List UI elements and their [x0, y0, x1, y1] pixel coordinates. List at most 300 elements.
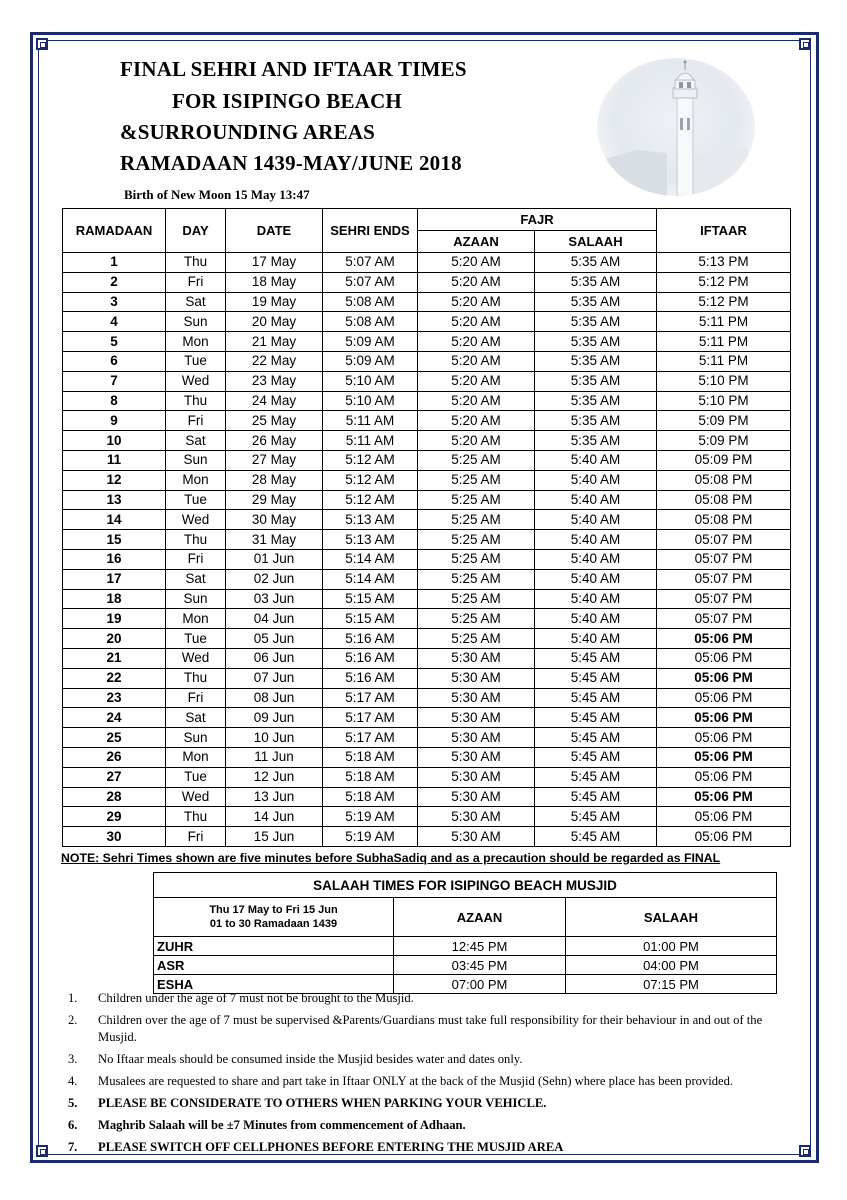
list-item [68, 1051, 788, 1068]
table-row [63, 747, 791, 767]
iftaar-cell: 05:07 PM [657, 569, 791, 589]
date-cell: 20 May [226, 312, 323, 332]
iftaar-cell: 5:13 PM [657, 253, 791, 273]
rule-number: 4. [68, 1074, 78, 1088]
fajr-salaah-cell: 5:40 AM [535, 569, 657, 589]
rule-text: No Iftaar meals should be consumed inside the Musjid besides water and dates only. [98, 1052, 523, 1066]
date-cell: 31 May [226, 530, 323, 550]
rule-number: 1. [68, 991, 78, 1005]
fajr-salaah-cell: 5:35 AM [535, 253, 657, 273]
sehri-cell: 5:13 AM [323, 510, 418, 530]
fajr-salaah-cell: 5:35 AM [535, 351, 657, 371]
date-cell: 28 May [226, 470, 323, 490]
list-item [68, 1117, 788, 1134]
fajr-azaan-cell: 5:25 AM [418, 510, 535, 530]
ramadaan-number: 13 [63, 490, 166, 510]
fajr-salaah-cell: 5:40 AM [535, 510, 657, 530]
corner-ornament-icon [799, 1145, 811, 1157]
sehri-cell: 5:12 AM [323, 470, 418, 490]
ramadaan-number: 9 [63, 411, 166, 431]
list-item [68, 1095, 788, 1112]
prayer-azaan: 03:45 PM [394, 956, 566, 975]
table-row [63, 728, 791, 748]
ramadaan-number: 10 [63, 431, 166, 451]
ramadaan-number: 28 [63, 787, 166, 807]
iftaar-cell: 05:06 PM [657, 827, 791, 847]
title-line-4: RAMADAAN 1439-MAY/JUNE 2018 [120, 151, 462, 175]
day-cell: Fri [166, 827, 226, 847]
fajr-azaan-cell: 5:25 AM [418, 530, 535, 550]
ramadaan-number: 3 [63, 292, 166, 312]
fajr-salaah-cell: 5:45 AM [535, 728, 657, 748]
prayer-name: ASR [154, 956, 394, 975]
list-item [68, 990, 788, 1007]
ramadaan-number: 12 [63, 470, 166, 490]
fajr-azaan-cell: 5:20 AM [418, 391, 535, 411]
ramadaan-number: 30 [63, 827, 166, 847]
fajr-salaah-cell: 5:40 AM [535, 589, 657, 609]
prayer-name: ZUHR [154, 937, 394, 956]
prayer-salaah: 01:00 PM [566, 937, 777, 956]
table-row [63, 668, 791, 688]
ramadaan-number: 14 [63, 510, 166, 530]
date-cell: 03 Jun [226, 589, 323, 609]
table-row [63, 510, 791, 530]
ramadaan-number: 20 [63, 629, 166, 649]
day-cell: Fri [166, 272, 226, 292]
sehri-cell: 5:07 AM [323, 272, 418, 292]
fajr-azaan-cell: 5:20 AM [418, 292, 535, 312]
corner-ornament-icon [36, 1145, 48, 1157]
ramadaan-number: 16 [63, 549, 166, 569]
ramadaan-number: 21 [63, 648, 166, 668]
day-cell: Fri [166, 411, 226, 431]
fajr-azaan-cell: 5:30 AM [418, 728, 535, 748]
ramadaan-number: 4 [63, 312, 166, 332]
table-row [63, 708, 791, 728]
fajr-azaan-cell: 5:20 AM [418, 351, 535, 371]
date-cell: 14 Jun [226, 807, 323, 827]
iftaar-cell: 5:12 PM [657, 272, 791, 292]
day-cell: Thu [166, 668, 226, 688]
sehri-cell: 5:10 AM [323, 371, 418, 391]
fajr-azaan-cell: 5:25 AM [418, 629, 535, 649]
fajr-salaah-cell: 5:45 AM [535, 708, 657, 728]
fajr-salaah-cell: 5:45 AM [535, 688, 657, 708]
day-cell: Tue [166, 629, 226, 649]
table-row [63, 648, 791, 668]
iftaar-cell: 05:06 PM [657, 807, 791, 827]
sehri-cell: 5:10 AM [323, 391, 418, 411]
fajr-azaan-cell: 5:25 AM [418, 569, 535, 589]
ramadaan-number: 8 [63, 391, 166, 411]
fajr-salaah-cell: 5:45 AM [535, 807, 657, 827]
iftaar-cell: 05:06 PM [657, 767, 791, 787]
ramadaan-number: 1 [63, 253, 166, 273]
ramadaan-number: 29 [63, 807, 166, 827]
new-moon-text: Birth of New Moon 15 May 13:47 [124, 187, 310, 202]
ramadaan-number: 11 [63, 450, 166, 470]
fajr-azaan-cell: 5:25 AM [418, 589, 535, 609]
day-cell: Tue [166, 767, 226, 787]
ramadaan-number: 27 [63, 767, 166, 787]
iftaar-cell: 05:08 PM [657, 510, 791, 530]
date-cell: 02 Jun [226, 569, 323, 589]
corner-ornament-icon [36, 38, 48, 50]
table-row [63, 569, 791, 589]
salaah-table-caption: SALAAH TIMES FOR ISIPINGO BEACH MUSJID [154, 873, 777, 898]
ramadaan-number: 17 [63, 569, 166, 589]
fajr-azaan-cell: 5:30 AM [418, 708, 535, 728]
sehri-note: NOTE: Sehri Times shown are five minutes before SubhaSadiq and as a precaution should be regarded as FINAL [61, 851, 721, 865]
fajr-azaan-cell: 5:25 AM [418, 450, 535, 470]
rule-number: 3. [68, 1052, 78, 1066]
sehri-cell: 5:12 AM [323, 490, 418, 510]
fajr-salaah-cell: 5:35 AM [535, 431, 657, 451]
day-cell: Wed [166, 787, 226, 807]
table-row [63, 371, 791, 391]
day-cell: Sun [166, 589, 226, 609]
day-cell: Sat [166, 569, 226, 589]
sehri-cell: 5:09 AM [323, 332, 418, 352]
fajr-azaan-cell: 5:30 AM [418, 807, 535, 827]
day-cell: Sat [166, 431, 226, 451]
fajr-azaan-cell: 5:30 AM [418, 668, 535, 688]
ramadaan-number: 5 [63, 332, 166, 352]
corner-ornament-icon [799, 38, 811, 50]
ramadaan-number: 15 [63, 530, 166, 550]
date-cell: 08 Jun [226, 688, 323, 708]
date-cell: 18 May [226, 272, 323, 292]
prayer-salaah: 04:00 PM [566, 956, 777, 975]
fajr-salaah-cell: 5:35 AM [535, 411, 657, 431]
ramadaan-number: 6 [63, 351, 166, 371]
date-cell: 07 Jun [226, 668, 323, 688]
fajr-salaah-cell: 5:35 AM [535, 292, 657, 312]
table-row [63, 490, 791, 510]
table-row [63, 272, 791, 292]
table-row [63, 807, 791, 827]
ramadaan-number: 25 [63, 728, 166, 748]
header-date: DATE [226, 209, 323, 253]
iftaar-cell: 5:09 PM [657, 431, 791, 451]
date-cell: 21 May [226, 332, 323, 352]
fajr-salaah-cell: 5:45 AM [535, 648, 657, 668]
table-row [154, 937, 777, 956]
sehri-cell: 5:18 AM [323, 747, 418, 767]
date-cell: 10 Jun [226, 728, 323, 748]
ramadaan-number: 22 [63, 668, 166, 688]
day-cell: Tue [166, 490, 226, 510]
sehri-cell: 5:19 AM [323, 807, 418, 827]
header-sehri-ends: SEHRI ENDS [323, 209, 418, 253]
fajr-salaah-cell: 5:35 AM [535, 272, 657, 292]
sehri-cell: 5:17 AM [323, 728, 418, 748]
salaah-header-azaan: AZAAN [394, 898, 566, 937]
title-line-1: FINAL SEHRI AND IFTAAR TIMES [120, 57, 467, 81]
day-cell: Wed [166, 510, 226, 530]
prayer-salaah: 07:15 PM [566, 975, 777, 994]
ramadaan-number: 18 [63, 589, 166, 609]
list-item [68, 1012, 788, 1046]
iftaar-cell: 05:09 PM [657, 450, 791, 470]
fajr-azaan-cell: 5:20 AM [418, 371, 535, 391]
sehri-cell: 5:14 AM [323, 569, 418, 589]
day-cell: Sat [166, 292, 226, 312]
sehri-cell: 5:14 AM [323, 549, 418, 569]
fajr-salaah-cell: 5:40 AM [535, 609, 657, 629]
fajr-azaan-cell: 5:25 AM [418, 490, 535, 510]
salaah-header-salaah: SALAAH [566, 898, 777, 937]
minaret-photo-icon [597, 58, 755, 196]
iftaar-cell: 05:07 PM [657, 549, 791, 569]
sehri-cell: 5:13 AM [323, 530, 418, 550]
table-row [63, 312, 791, 332]
fajr-azaan-cell: 5:25 AM [418, 549, 535, 569]
table-row [154, 956, 777, 975]
day-cell: Sun [166, 312, 226, 332]
sehri-cell: 5:17 AM [323, 708, 418, 728]
fajr-salaah-cell: 5:40 AM [535, 450, 657, 470]
day-cell: Fri [166, 688, 226, 708]
fajr-azaan-cell: 5:30 AM [418, 688, 535, 708]
fajr-salaah-cell: 5:45 AM [535, 668, 657, 688]
fajr-salaah-cell: 5:45 AM [535, 827, 657, 847]
iftaar-cell: 5:12 PM [657, 292, 791, 312]
fajr-azaan-cell: 5:25 AM [418, 609, 535, 629]
date-range-line-2: 01 to 30 Ramadaan 1439 [209, 918, 338, 930]
table-row [63, 431, 791, 451]
date-cell: 25 May [226, 411, 323, 431]
header-azaan: AZAAN [418, 231, 535, 253]
title-line-2: FOR ISIPINGO BEACH [172, 89, 402, 113]
salaah-times-table [153, 872, 777, 994]
prayer-azaan: 07:00 PM [394, 975, 566, 994]
table-row [63, 767, 791, 787]
fajr-salaah-cell: 5:45 AM [535, 767, 657, 787]
rule-text: PLEASE SWITCH OFF CELLPHONES BEFORE ENTERING THE MUSJID AREA [98, 1140, 564, 1154]
fajr-azaan-cell: 5:30 AM [418, 747, 535, 767]
sehri-cell: 5:15 AM [323, 589, 418, 609]
fajr-azaan-cell: 5:20 AM [418, 332, 535, 352]
fajr-salaah-cell: 5:35 AM [535, 332, 657, 352]
fajr-azaan-cell: 5:20 AM [418, 312, 535, 332]
fajr-salaah-cell: 5:40 AM [535, 549, 657, 569]
iftaar-cell: 05:06 PM [657, 629, 791, 649]
prayer-name: ESHA [154, 975, 394, 994]
prayer-azaan: 12:45 PM [394, 937, 566, 956]
sehri-cell: 5:19 AM [323, 827, 418, 847]
fajr-azaan-cell: 5:25 AM [418, 470, 535, 490]
table-row [63, 787, 791, 807]
table-body [63, 253, 791, 847]
iftaar-cell: 5:10 PM [657, 371, 791, 391]
ramadaan-number: 7 [63, 371, 166, 391]
fajr-salaah-cell: 5:35 AM [535, 391, 657, 411]
table-row [63, 589, 791, 609]
day-cell: Mon [166, 332, 226, 352]
table-row [63, 470, 791, 490]
iftaar-cell: 05:08 PM [657, 490, 791, 510]
rule-number: 2. [68, 1013, 78, 1027]
title-line-3: &SURROUNDING AREAS [120, 120, 376, 144]
header-fajr: FAJR [418, 209, 657, 231]
fajr-salaah-cell: 5:45 AM [535, 787, 657, 807]
table-row [63, 292, 791, 312]
sehri-cell: 5:15 AM [323, 609, 418, 629]
sehri-cell: 5:16 AM [323, 668, 418, 688]
rule-number: 6. [68, 1118, 78, 1132]
iftaar-cell: 05:08 PM [657, 470, 791, 490]
table-row [63, 688, 791, 708]
fajr-azaan-cell: 5:20 AM [418, 431, 535, 451]
date-cell: 30 May [226, 510, 323, 530]
fajr-azaan-cell: 5:30 AM [418, 767, 535, 787]
iftaar-cell: 05:07 PM [657, 530, 791, 550]
sehri-cell: 5:09 AM [323, 351, 418, 371]
day-cell: Fri [166, 549, 226, 569]
sehri-iftaar-table [62, 208, 791, 847]
iftaar-cell: 5:11 PM [657, 332, 791, 352]
date-cell: 24 May [226, 391, 323, 411]
date-cell: 01 Jun [226, 549, 323, 569]
date-cell: 19 May [226, 292, 323, 312]
ramadaan-number: 2 [63, 272, 166, 292]
day-cell: Mon [166, 609, 226, 629]
fajr-salaah-cell: 5:45 AM [535, 747, 657, 767]
table-row [63, 450, 791, 470]
date-cell: 23 May [226, 371, 323, 391]
day-cell: Sun [166, 728, 226, 748]
table-row [63, 609, 791, 629]
sehri-cell: 5:18 AM [323, 787, 418, 807]
date-cell: 05 Jun [226, 629, 323, 649]
date-cell: 12 Jun [226, 767, 323, 787]
rule-text: PLEASE BE CONSIDERATE TO OTHERS WHEN PARKING YOUR VEHICLE. [98, 1096, 547, 1110]
list-item [68, 1139, 788, 1156]
ramadaan-number: 26 [63, 747, 166, 767]
date-cell: 09 Jun [226, 708, 323, 728]
fajr-salaah-cell: 5:35 AM [535, 371, 657, 391]
iftaar-cell: 5:11 PM [657, 312, 791, 332]
fajr-salaah-cell: 5:35 AM [535, 312, 657, 332]
fajr-salaah-cell: 5:40 AM [535, 530, 657, 550]
date-cell: 13 Jun [226, 787, 323, 807]
day-cell: Wed [166, 648, 226, 668]
sehri-cell: 5:07 AM [323, 253, 418, 273]
date-range-line-1: Thu 17 May to Fri 15 Jun [209, 904, 338, 916]
fajr-azaan-cell: 5:20 AM [418, 411, 535, 431]
iftaar-cell: 5:09 PM [657, 411, 791, 431]
rule-number: 7. [68, 1140, 78, 1154]
day-cell: Thu [166, 253, 226, 273]
table-row [63, 253, 791, 273]
fajr-azaan-cell: 5:30 AM [418, 787, 535, 807]
date-cell: 06 Jun [226, 648, 323, 668]
date-cell: 15 Jun [226, 827, 323, 847]
iftaar-cell: 05:06 PM [657, 787, 791, 807]
day-cell: Mon [166, 470, 226, 490]
fajr-azaan-cell: 5:20 AM [418, 253, 535, 273]
iftaar-cell: 05:06 PM [657, 688, 791, 708]
day-cell: Sun [166, 450, 226, 470]
day-cell: Tue [166, 351, 226, 371]
fajr-salaah-cell: 5:40 AM [535, 490, 657, 510]
day-cell: Wed [166, 371, 226, 391]
iftaar-cell: 5:10 PM [657, 391, 791, 411]
iftaar-cell: 05:06 PM [657, 648, 791, 668]
day-cell: Sat [166, 708, 226, 728]
rule-text: Children under the age of 7 must not be brought to the Musjid. [98, 991, 414, 1005]
header-salaah: SALAAH [535, 231, 657, 253]
fajr-azaan-cell: 5:30 AM [418, 648, 535, 668]
iftaar-cell: 05:06 PM [657, 708, 791, 728]
musjid-rules-list [68, 990, 788, 1161]
list-item [68, 1073, 788, 1090]
day-cell: Thu [166, 530, 226, 550]
table-row [63, 411, 791, 431]
header-iftaar: IFTAAR [657, 209, 791, 253]
date-cell: 17 May [226, 253, 323, 273]
date-cell: 04 Jun [226, 609, 323, 629]
iftaar-cell: 05:07 PM [657, 589, 791, 609]
header-day: DAY [166, 209, 226, 253]
salaah-date-range [154, 898, 394, 937]
iftaar-cell: 05:06 PM [657, 668, 791, 688]
day-cell: Thu [166, 807, 226, 827]
table-row [63, 549, 791, 569]
rule-number: 5. [68, 1096, 78, 1110]
table-row [63, 530, 791, 550]
day-cell: Mon [166, 747, 226, 767]
rule-text: Maghrib Salaah will be ±7 Minutes from commencement of Adhaan. [98, 1118, 466, 1132]
day-cell: Thu [166, 391, 226, 411]
iftaar-cell: 05:06 PM [657, 728, 791, 748]
sehri-cell: 5:17 AM [323, 688, 418, 708]
ramadaan-number: 24 [63, 708, 166, 728]
sehri-cell: 5:16 AM [323, 648, 418, 668]
header-ramadaan: RAMADAAN [63, 209, 166, 253]
rule-text: Children over the age of 7 must be supervised &Parents/Guardians must take full responsibility for their behaviour in and out of the Musjid. [98, 1013, 763, 1044]
fajr-salaah-cell: 5:40 AM [535, 470, 657, 490]
iftaar-cell: 05:06 PM [657, 747, 791, 767]
sehri-cell: 5:16 AM [323, 629, 418, 649]
fajr-azaan-cell: 5:20 AM [418, 272, 535, 292]
ramadaan-number: 23 [63, 688, 166, 708]
fajr-salaah-cell: 5:40 AM [535, 629, 657, 649]
table-row [63, 351, 791, 371]
date-cell: 22 May [226, 351, 323, 371]
date-cell: 27 May [226, 450, 323, 470]
sehri-cell: 5:12 AM [323, 450, 418, 470]
table-row [63, 827, 791, 847]
rule-text: Musalees are requested to share and part take in Iftaar ONLY at the back of the Musjid (Sehn) where place has been provided. [98, 1074, 734, 1088]
date-cell: 26 May [226, 431, 323, 451]
sehri-cell: 5:11 AM [323, 431, 418, 451]
sehri-cell: 5:11 AM [323, 411, 418, 431]
table-row [63, 629, 791, 649]
ramadaan-number: 19 [63, 609, 166, 629]
sehri-cell: 5:18 AM [323, 767, 418, 787]
iftaar-cell: 05:07 PM [657, 609, 791, 629]
sehri-cell: 5:08 AM [323, 312, 418, 332]
date-cell: 29 May [226, 490, 323, 510]
sehri-cell: 5:08 AM [323, 292, 418, 312]
fajr-azaan-cell: 5:30 AM [418, 827, 535, 847]
table-row [63, 332, 791, 352]
table-row [63, 391, 791, 411]
iftaar-cell: 5:11 PM [657, 351, 791, 371]
